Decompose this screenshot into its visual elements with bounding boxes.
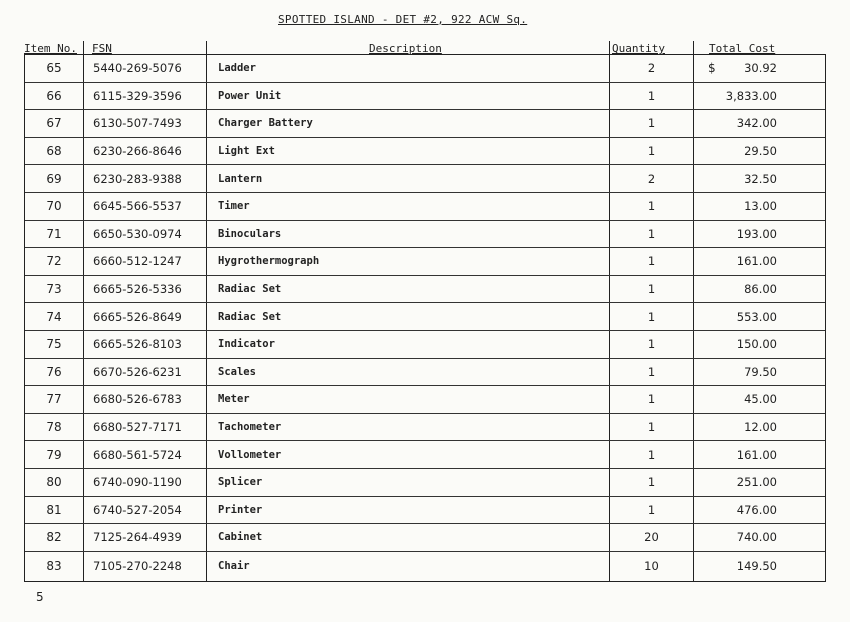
fsn-cell: 6740-090-1190 — [93, 475, 182, 490]
header-quantity: Quantity — [612, 42, 665, 55]
item-number: 74 — [46, 309, 62, 324]
item-number: 65 — [46, 61, 62, 76]
total-cost-cell: 30.92 — [744, 61, 777, 76]
table-row — [25, 193, 825, 221]
description-cell: Tachometer — [218, 421, 282, 434]
quantity-cell: 1 — [647, 254, 656, 269]
table-row — [25, 469, 825, 497]
fsn-cell: 6645-566-5537 — [93, 199, 182, 214]
table-row — [25, 276, 825, 304]
description-cell: Lantern — [218, 172, 263, 185]
table-row — [25, 165, 825, 193]
item-number: 73 — [46, 282, 62, 297]
description-cell: Timer — [218, 200, 250, 213]
quantity-cell: 1 — [647, 337, 656, 352]
total-cost-cell: 29.50 — [744, 144, 777, 159]
quantity-cell: 1 — [647, 392, 656, 407]
quantity-cell: 10 — [644, 558, 659, 573]
header-description: Description — [369, 42, 442, 55]
description-cell: Ladder — [218, 62, 256, 75]
item-number: 68 — [46, 144, 62, 159]
item-number: 78 — [46, 420, 62, 435]
description-cell: Indicator — [218, 338, 275, 351]
item-number: 67 — [46, 116, 62, 131]
item-number: 69 — [46, 171, 62, 186]
item-number: 83 — [46, 558, 62, 573]
quantity-cell: 1 — [647, 226, 656, 241]
description-cell: Radiac Set — [218, 310, 282, 323]
fsn-cell: 6665-526-8649 — [93, 309, 182, 324]
fsn-cell: 6680-526-6783 — [93, 392, 182, 407]
fsn-cell: 6740-527-2054 — [93, 502, 182, 517]
item-number: 82 — [46, 530, 62, 545]
fsn-cell: 6670-526-6231 — [93, 364, 182, 379]
fsn-cell: 7105-270-2248 — [93, 558, 182, 573]
table-row — [25, 83, 825, 111]
quantity-cell: 1 — [647, 199, 656, 214]
document-title: SPOTTED ISLAND - DET #2, 922 ACW Sq. — [278, 13, 528, 26]
quantity-cell: 2 — [647, 61, 656, 76]
description-cell: Splicer — [218, 476, 263, 489]
fsn-cell: 5440-269-5076 — [93, 61, 182, 76]
quantity-cell: 1 — [647, 88, 656, 103]
item-number: 77 — [46, 392, 62, 407]
total-cost-cell: 553.00 — [736, 309, 777, 324]
fsn-cell: 6665-526-8103 — [93, 337, 182, 352]
table-row — [25, 441, 825, 469]
description-cell: Cabinet — [218, 531, 263, 544]
total-cost-cell: 193.00 — [736, 226, 777, 241]
description-cell: Meter — [218, 393, 250, 406]
header-total-cost: Total Cost — [709, 42, 776, 55]
item-number: 80 — [46, 475, 62, 490]
quantity-cell: 2 — [647, 171, 656, 186]
table-row — [25, 497, 825, 525]
fsn-cell: 6665-526-5336 — [93, 282, 182, 297]
total-cost-cell: 149.50 — [736, 558, 777, 573]
currency-symbol: $ — [708, 61, 716, 76]
header-item-no: Item No. — [24, 42, 77, 55]
quantity-cell: 1 — [647, 116, 656, 131]
table-row — [25, 55, 825, 83]
quantity-cell: 1 — [647, 144, 656, 159]
fsn-cell: 6130-507-7493 — [93, 116, 182, 131]
total-cost-cell: 476.00 — [736, 502, 777, 517]
table-row — [25, 524, 825, 552]
total-cost-cell: 13.00 — [744, 199, 777, 214]
quantity-cell: 1 — [647, 420, 656, 435]
total-cost-cell: 342.00 — [736, 116, 777, 131]
fsn-cell: 7125-264-4939 — [93, 530, 182, 545]
description-cell: Chair — [218, 559, 250, 572]
table-row — [25, 359, 825, 387]
description-cell: Scales — [218, 365, 256, 378]
description-cell: Radiac Set — [218, 283, 282, 296]
total-cost-cell: 740.00 — [736, 530, 777, 545]
table-row — [25, 331, 825, 359]
fsn-cell: 6680-527-7171 — [93, 420, 182, 435]
fsn-cell: 6660-512-1247 — [93, 254, 182, 269]
table-row — [25, 414, 825, 442]
page-number: 5 — [36, 590, 44, 604]
table-row — [25, 110, 825, 138]
description-cell: Light Ext — [218, 145, 275, 158]
item-number: 71 — [46, 226, 62, 241]
item-number: 72 — [46, 254, 62, 269]
total-cost-cell: 79.50 — [744, 364, 777, 379]
fsn-cell: 6230-283-9388 — [93, 171, 182, 186]
fsn-cell: 6230-266-8646 — [93, 144, 182, 159]
quantity-cell: 20 — [644, 530, 659, 545]
description-cell: Binoculars — [218, 227, 282, 240]
quantity-cell: 1 — [647, 502, 656, 517]
total-cost-cell: 86.00 — [744, 282, 777, 297]
description-cell: Power Unit — [218, 89, 282, 102]
fsn-cell: 6650-530-0974 — [93, 226, 182, 241]
fsn-cell: 6680-561-5724 — [93, 447, 182, 462]
inventory-table — [24, 54, 826, 582]
total-cost-cell: 3,833.00 — [725, 88, 777, 103]
total-cost-cell: 12.00 — [744, 420, 777, 435]
table-row — [25, 138, 825, 166]
quantity-cell: 1 — [647, 475, 656, 490]
description-cell: Printer — [218, 503, 263, 516]
total-cost-cell: 32.50 — [744, 171, 777, 186]
total-cost-cell: 161.00 — [736, 447, 777, 462]
total-cost-cell: 150.00 — [736, 337, 777, 352]
total-cost-cell: 45.00 — [744, 392, 777, 407]
description-cell: Vollometer — [218, 448, 282, 461]
item-number: 70 — [46, 199, 62, 214]
item-number: 75 — [46, 337, 62, 352]
description-cell: Hygrothermograph — [218, 255, 320, 268]
table-row — [25, 552, 825, 580]
table-row — [25, 303, 825, 331]
item-number: 76 — [46, 364, 62, 379]
total-cost-cell: 161.00 — [736, 254, 777, 269]
header-fsn: FSN — [92, 42, 112, 55]
quantity-cell: 1 — [647, 447, 656, 462]
item-number: 81 — [46, 502, 62, 517]
total-cost-cell: 251.00 — [736, 475, 777, 490]
item-number: 66 — [46, 88, 62, 103]
table-row — [25, 386, 825, 414]
item-number: 79 — [46, 447, 62, 462]
quantity-cell: 1 — [647, 364, 656, 379]
table-row — [25, 248, 825, 276]
quantity-cell: 1 — [647, 282, 656, 297]
fsn-cell: 6115-329-3596 — [93, 88, 182, 103]
quantity-cell: 1 — [647, 309, 656, 324]
description-cell: Charger Battery — [218, 117, 313, 130]
table-row — [25, 221, 825, 249]
